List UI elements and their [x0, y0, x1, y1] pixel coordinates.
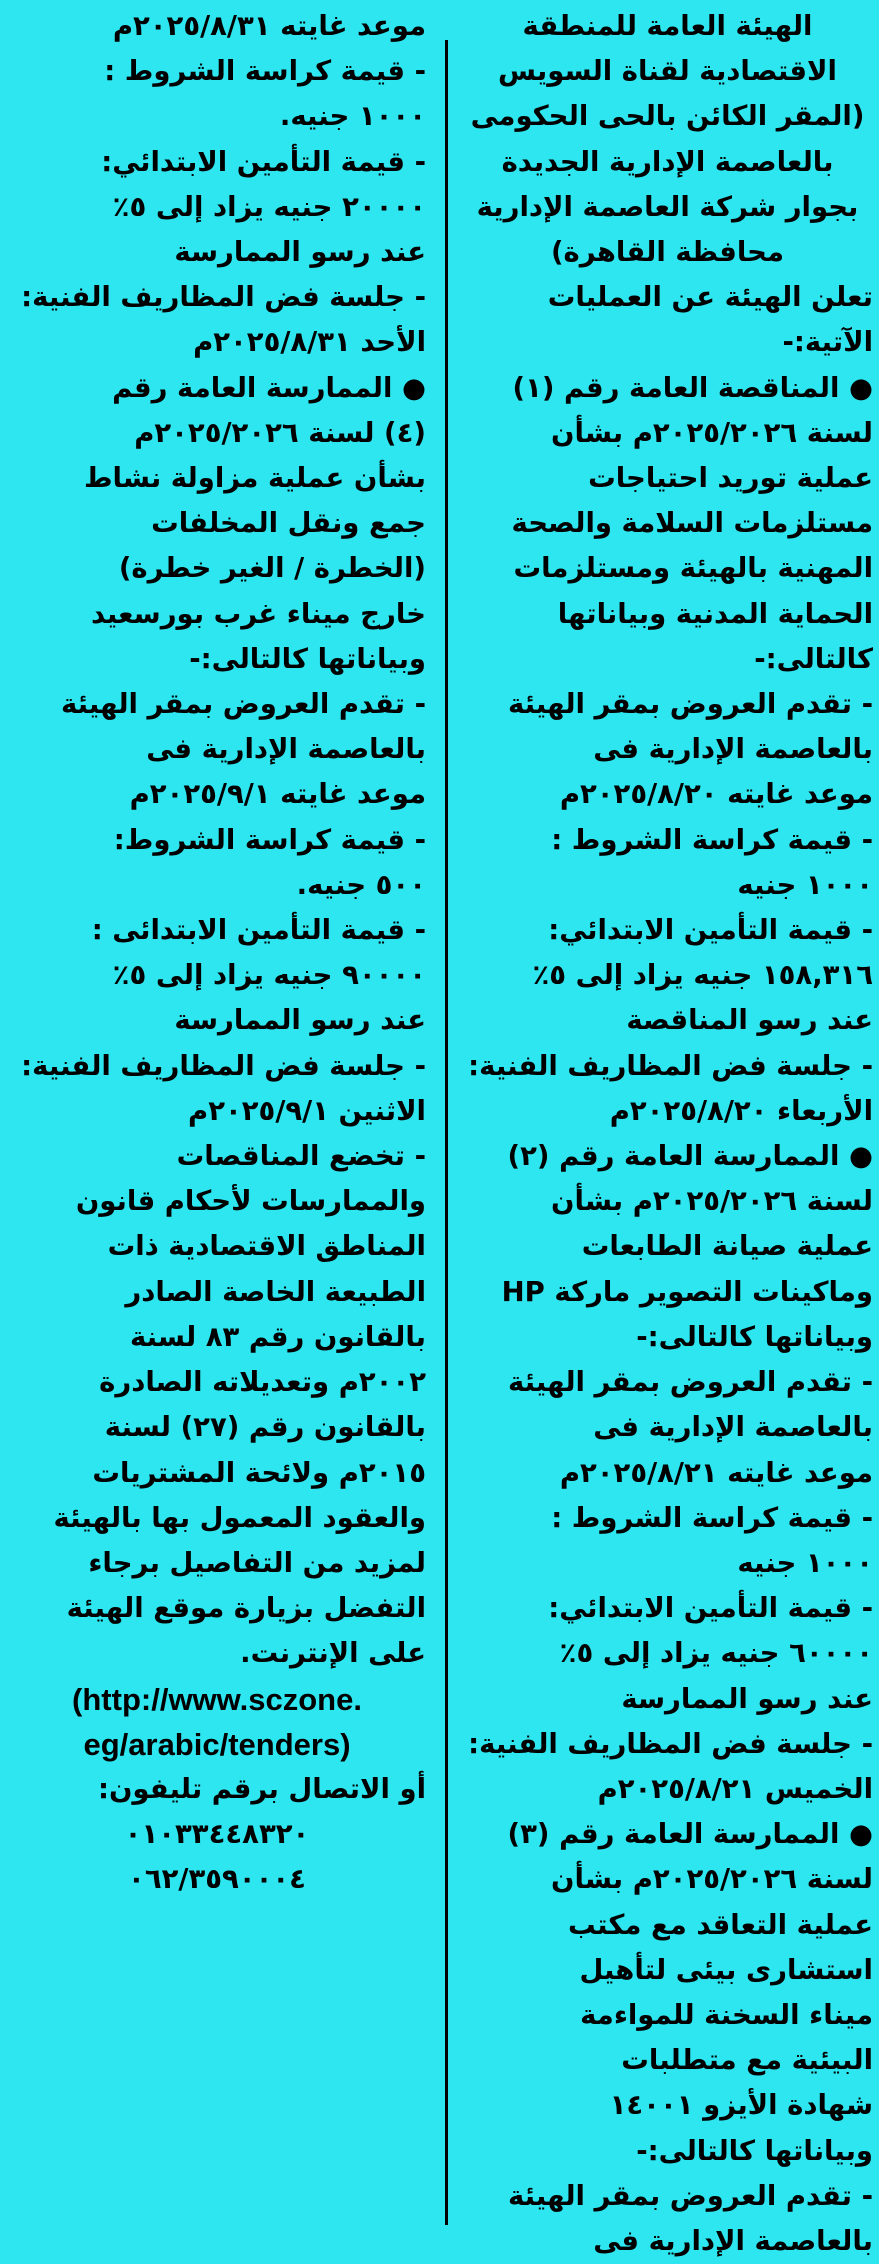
ad-text-line: ● الممارسة العامة رقم (٣): [507, 1818, 873, 1851]
ad-text-line: بالعاصمة الإدارية فى: [593, 1411, 873, 1444]
intro-line: تعلن الهيئة عن العمليات: [547, 281, 873, 314]
ad-text-line: - جلسة فض المظاريف الفنية:: [21, 1049, 426, 1082]
ad-text-line: - تقدم العروض بمقر الهيئة: [507, 1366, 873, 1399]
ad-text-line: - قيمة التأمين الابتدائى :: [91, 914, 426, 947]
ad-text-line: ● الممارسة العامة رقم: [112, 371, 426, 404]
ad-text-line: لسنة ٢٠٢٥/٢٠٢٦م بشأن: [551, 1185, 873, 1218]
ad-text-line: جمع ونقل المخلفات: [151, 507, 426, 540]
ad-text-line: - قيمة التأمين الابتدائي:: [101, 145, 426, 178]
ad-text-line: عند رسو المناقصة: [626, 1004, 873, 1037]
header-line: بجوار شركة العاصمة الإدارية: [476, 190, 859, 223]
ad-text-line: المهنية بالهيئة ومستلزمات: [513, 552, 873, 585]
ad-text-line: ٢٠٠٠٠ جنيه يزاد إلى ٥٪: [112, 190, 426, 223]
ad-text-line: بشأن عملية مزاولة نشاط: [83, 462, 426, 495]
ad-text-line: عند رسو الممارسة: [621, 1682, 873, 1715]
ad-text-line: لمزيد من التفاصيل برجاء: [88, 1546, 426, 1579]
ad-text-line: عند رسو الممارسة: [174, 236, 426, 269]
header-line: الاقتصادية لقناة السويس: [498, 55, 837, 88]
header-line: (المقر الكائن بالحى الحكومى: [470, 100, 865, 133]
ad-text-line: ٢٠١٥م ولائحة المشتريات: [92, 1456, 426, 1489]
ad-text-line: - جلسة فض المظاريف الفنية:: [468, 1727, 873, 1760]
ad-text-line: - جلسة فض المظاريف الفنية:: [468, 1049, 873, 1082]
ad-text-line: - قيمة التأمين الابتدائي:: [548, 1592, 873, 1625]
tender-details-left: [8, 4, 426, 1677]
ad-text-line: موعد غايته ٢٠٢٥/٨/٢١م: [559, 1456, 873, 1489]
ad-text-line: الحماية المدنية وبياناتها: [557, 597, 873, 630]
ad-text-line: - قيمة كراسة الشروط:: [113, 823, 426, 856]
ad-text-line: الخميس ٢٠٢٥/٨/٢١م: [597, 1772, 873, 1805]
ad-text-line: ٥٠٠ جنيه.: [296, 868, 426, 901]
ad-text-line: ٦٠٠٠٠ جنيه يزاد إلى ٥٪: [559, 1637, 873, 1670]
ad-text-line: وبياناتها كالتالى:-: [189, 642, 426, 675]
ad-text-line: ١٠٠٠ جنيه.: [279, 100, 426, 133]
website-url-line-1[interactable]: (http://www.sczone.: [72, 1681, 362, 1717]
column-divider: [445, 40, 448, 2225]
ad-text-line: ٢٠٠٢م وتعديلاته الصادرة: [99, 1366, 426, 1399]
ad-text-line: استشارى بيئى لتأهيل: [579, 1953, 873, 1986]
ad-text-line: ميناء السخنة للمواءمة: [580, 1998, 873, 2031]
ad-text-line: (الخطرة / الغير خطرة): [118, 552, 426, 585]
phone-number-landline: ٠٦٢/٣٥٩٠٠٠٤: [128, 1863, 306, 1896]
ad-text-line: - تقدم العروض بمقر الهيئة: [507, 688, 873, 721]
ad-text-line: لسنة ٢٠٢٥/٢٠٢٦م بشأن: [551, 1863, 873, 1896]
ad-text-line: - قيمة كراسة الشروط :: [104, 55, 426, 88]
ad-text-line: وماكينات التصوير ماركة HP: [501, 1275, 873, 1308]
ad-text-line: ٩٠٠٠٠ جنيه يزاد إلى ٥٪: [112, 959, 426, 992]
ad-text-line: ● المناقصة العامة رقم (١): [512, 371, 873, 404]
header-line: الهيئة العامة للمنطقة: [522, 10, 813, 42]
ad-text-line: الأحد ٢٠٢٥/٨/٣١م: [193, 326, 426, 359]
ad-text-line: وبياناتها كالتالى:-: [636, 1320, 873, 1353]
header-line: محافظة القاهرة): [550, 236, 785, 269]
phone-number-mobile: ٠١٠٣٣٤٤٨٣٢٠: [124, 1818, 310, 1851]
ad-text-line: ١٠٠٠ جنيه: [737, 868, 873, 901]
ad-text-line: بالعاصمة الإدارية فى: [593, 2224, 873, 2257]
tender-details-right: [462, 366, 873, 2264]
ad-text-line: - تقدم العروض بمقر الهيئة: [507, 2179, 873, 2212]
website-url-line-2[interactable]: eg/arabic/tenders): [83, 1726, 351, 1762]
ad-text-line: - قيمة التأمين الابتدائي:: [548, 914, 873, 947]
ad-text-line: - قيمة كراسة الشروط :: [551, 1501, 873, 1534]
ad-text-line: وبياناتها كالتالى:-: [636, 2134, 873, 2167]
ad-text-line: - تخضع المناقصات: [176, 1140, 426, 1173]
ad-text-line: خارج ميناء غرب بورسعيد: [91, 597, 426, 630]
ad-text-line: بالعاصمة الإدارية فى: [593, 733, 873, 766]
ad-text-line: الأربعاء ٢٠٢٥/٨/٢٠م: [609, 1094, 873, 1127]
announcement-intro: [462, 275, 873, 365]
ad-text-line: بالعاصمة الإدارية فى: [146, 733, 426, 766]
ad-text-line: كالتالى:-: [754, 642, 873, 675]
ad-text-line: والعقود المعمول بها بالهيئة: [53, 1501, 426, 1534]
intro-line: الآتية:-: [782, 326, 873, 359]
ad-text-line: عملية صيانة الطابعات: [581, 1230, 873, 1263]
ad-text-line: بالقانون رقم (٢٧) لسنة: [104, 1411, 426, 1444]
ad-text-line: الاثنين ٢٠٢٥/٩/١م: [188, 1094, 426, 1127]
ad-text-line: المناطق الاقتصادية ذات: [107, 1230, 426, 1263]
right-column: [454, 0, 879, 2264]
ad-text-line: مستلزمات السلامة والصحة: [511, 507, 873, 540]
left-column: [0, 0, 440, 1903]
ad-text-line: شهادة الأيزو ١٤٠٠١: [609, 2089, 873, 2122]
ad-text-line: (٤) لسنة ٢٠٢٥/٢٠٢٦م: [134, 416, 426, 449]
ad-text-line: عند رسو الممارسة: [174, 1004, 426, 1037]
ad-text-line: - قيمة كراسة الشروط :: [551, 823, 873, 856]
ad-text-line: موعد غايته ٢٠٢٥/٨/٢٠م: [559, 778, 873, 811]
phone-intro: أو الاتصال برقم تليفون:: [97, 1772, 426, 1805]
ad-text-line: بالقانون رقم ٨٣ لسنة: [129, 1320, 426, 1353]
ad-text-line: التفضل بزيارة موقع الهيئة: [66, 1592, 426, 1625]
ad-text-line: - تقدم العروض بمقر الهيئة: [60, 688, 426, 721]
authority-header: [462, 4, 873, 275]
ad-text-line: البيئية مع متطلبات: [621, 2044, 873, 2077]
ad-text-line: والممارسات لأحكام قانون: [75, 1185, 426, 1218]
header-line: بالعاصمة الإدارية الجديدة: [501, 145, 834, 178]
ad-text-line: - جلسة فض المظاريف الفنية:: [21, 281, 426, 314]
ad-text-line: على الإنترنت.: [240, 1637, 426, 1670]
ad-text-line: ● الممارسة العامة رقم (٢): [507, 1140, 873, 1173]
ad-text-line: عملية توريد احتياجات: [588, 462, 873, 495]
ad-text-line: ١٥٨,٣١٦ جنيه يزاد إلى ٥٪: [532, 959, 873, 992]
ad-text-line: موعد غايته ٢٠٢٥/٨/٣١م: [112, 10, 426, 42]
ad-text-line: موعد غايته ٢٠٢٥/٩/١م: [129, 778, 426, 811]
ad-text-line: ١٠٠٠ جنيه: [737, 1546, 873, 1579]
ad-text-line: عملية التعاقد مع مكتب: [568, 1908, 873, 1941]
ad-text-line: لسنة ٢٠٢٥/٢٠٢٦م بشأن: [551, 416, 873, 449]
ad-text-line: الطبيعة الخاصة الصادر: [125, 1275, 426, 1308]
